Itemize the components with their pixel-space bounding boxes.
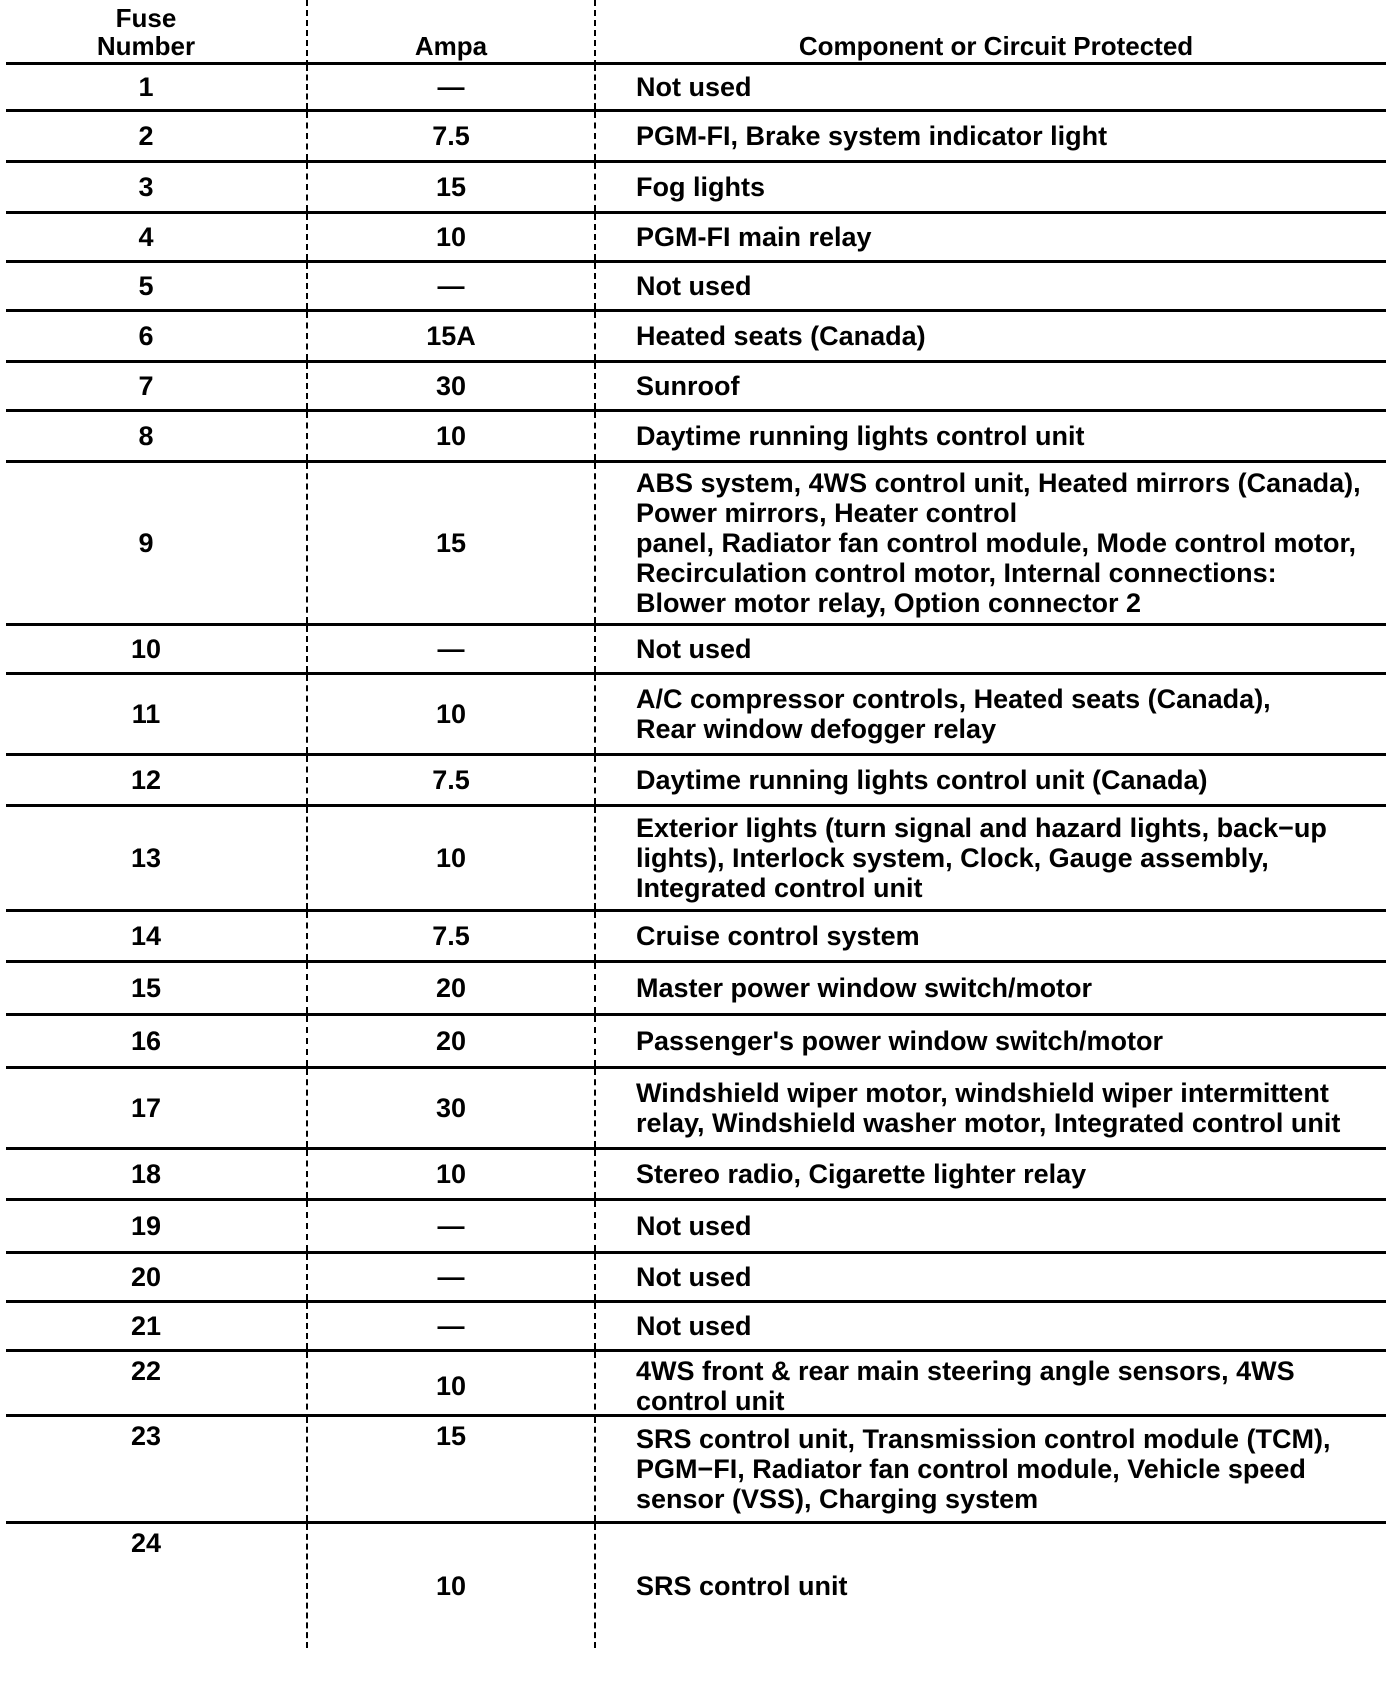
table-row (6, 263, 1386, 312)
component-cell: PGM-FI main relay (636, 222, 872, 252)
component-cell: Exterior lights (turn signal and hazard lights, back−up lights), Interlock system, Clock, Gauge assembly, Integrated control unit (636, 813, 1327, 903)
table-row (6, 1016, 1386, 1069)
ampa-cell: 15 (306, 463, 596, 623)
table-row (6, 363, 1386, 412)
table-row (6, 112, 1386, 163)
fuse-number-cell: 9 (138, 528, 154, 558)
table-row (6, 1352, 1386, 1417)
fuse-number-cell: 6 (138, 321, 154, 351)
table-row (6, 1254, 1386, 1303)
table-row (6, 1417, 1386, 1524)
ampa-cell: — (306, 626, 596, 672)
ampa-cell: 15 (306, 1417, 596, 1521)
ampa-cell: 10 (306, 675, 596, 753)
table-body (6, 65, 1386, 1648)
fuse-number-cell: 15 (130, 973, 162, 1003)
component-cell: 4WS front & rear main steering angle sensors, 4WS control unit (636, 1356, 1295, 1416)
fuse-number-cell: 1 (138, 72, 154, 102)
fuse-number-cell: 19 (130, 1211, 162, 1241)
table-row (6, 1069, 1386, 1150)
fuse-number-cell: 20 (130, 1262, 162, 1292)
fuse-number-cell: 4 (138, 222, 154, 252)
header-component: Component or Circuit Protected (798, 31, 1194, 61)
ampa-cell: 20 (306, 1016, 596, 1066)
ampa-cell: 10 (306, 1150, 596, 1198)
component-cell: SRS control unit (636, 1571, 848, 1601)
table-row (6, 1150, 1386, 1201)
ampa-cell: 15 (306, 163, 596, 211)
component-cell: Not used (636, 1262, 752, 1292)
table-row (6, 1303, 1386, 1352)
fuse-number-cell: 16 (130, 1026, 162, 1056)
table-row (6, 65, 1386, 112)
ampa-cell: — (306, 1201, 596, 1251)
ampa-cell: 30 (306, 363, 596, 409)
ampa-cell: 30 (306, 1069, 596, 1147)
component-cell: Not used (636, 1311, 752, 1341)
table-row (6, 163, 1386, 214)
table-row (6, 1524, 1386, 1648)
fuse-number-cell: 23 (130, 1421, 162, 1451)
fuse-number-cell: 18 (130, 1159, 162, 1189)
table-row (6, 312, 1386, 363)
table-row (6, 1201, 1386, 1254)
component-cell: Not used (636, 634, 752, 664)
fuse-number-cell: 10 (130, 634, 162, 664)
ampa-cell: 10 (306, 412, 596, 460)
component-cell: Master power window switch/motor (636, 973, 1093, 1003)
ampa-cell: 20 (306, 963, 596, 1013)
component-cell: A/C compressor controls, Heated seats (Canada), Rear window defogger relay (636, 684, 1271, 744)
table-row (6, 912, 1386, 963)
table-row (6, 626, 1386, 675)
fuse-number-cell: 2 (138, 121, 154, 151)
header-fuse-number: Fuse Number (96, 3, 196, 61)
table-row (6, 807, 1386, 912)
ampa-cell: — (306, 65, 596, 109)
table-row (6, 675, 1386, 756)
table-row (6, 214, 1386, 263)
component-cell: Cruise control system (636, 921, 920, 951)
component-cell: Not used (636, 271, 752, 301)
fuse-number-cell: 21 (130, 1311, 162, 1341)
component-cell: Heated seats (Canada) (636, 321, 926, 351)
component-cell: ABS system, 4WS control unit, Heated mirrors (Canada), Power mirrors, Heater control panel, Radiator fan control module, Mode control motor, Recirculation control motor, Internal connections: Blower motor relay, Option connector 2 (636, 468, 1361, 618)
ampa-cell: 7.5 (306, 912, 596, 960)
component-cell: Not used (636, 72, 752, 102)
component-cell: Stereo radio, Cigarette lighter relay (636, 1159, 1087, 1189)
fuse-number-cell: 17 (130, 1093, 162, 1123)
ampa-cell: 10 (306, 1524, 596, 1648)
fuse-number-cell: 3 (138, 172, 154, 202)
fuse-number-cell: 24 (130, 1528, 162, 1558)
table-row (6, 412, 1386, 463)
fuse-number-cell: 22 (130, 1356, 162, 1386)
component-cell: Passenger's power window switch/motor (636, 1026, 1164, 1056)
ampa-cell: 15A (306, 312, 596, 360)
ampa-cell: 7.5 (306, 756, 596, 804)
component-cell: Daytime running lights control unit (636, 421, 1085, 451)
header-ampa: Ampa (306, 0, 596, 66)
fuse-number-cell: 14 (130, 921, 162, 951)
ampa-cell: — (306, 1303, 596, 1349)
component-cell: Not used (636, 1211, 752, 1241)
component-cell: SRS control unit, Transmission control module (TCM), PGM−FI, Radiator fan control module, Vehicle speed sensor (VSS), Charging system (636, 1424, 1331, 1514)
component-cell: Daytime running lights control unit (Canada) (636, 765, 1208, 795)
component-cell: PGM-FI, Brake system indicator light (636, 121, 1108, 151)
component-cell: Windshield wiper motor, windshield wiper intermittent relay, Windshield washer motor, Integrated control unit (636, 1078, 1341, 1138)
ampa-cell: 7.5 (306, 112, 596, 160)
component-cell: Sunroof (636, 371, 740, 401)
table-row (6, 963, 1386, 1016)
fuse-number-cell: 12 (130, 765, 162, 795)
component-cell: Fog lights (636, 172, 765, 202)
ampa-cell: 10 (306, 1352, 596, 1420)
fuse-table (6, 0, 1386, 1648)
ampa-cell: 10 (306, 807, 596, 909)
ampa-cell: 10 (306, 214, 596, 260)
ampa-cell: — (306, 1254, 596, 1300)
fuse-number-cell: 13 (130, 843, 162, 873)
fuse-number-cell: 11 (131, 699, 161, 729)
fuse-number-cell: 8 (138, 421, 154, 451)
fuse-number-cell: 5 (138, 271, 154, 301)
fuse-number-cell: 7 (138, 371, 154, 401)
table-row (6, 756, 1386, 807)
ampa-cell: — (306, 263, 596, 309)
table-header (6, 0, 1386, 65)
table-row (6, 463, 1386, 626)
